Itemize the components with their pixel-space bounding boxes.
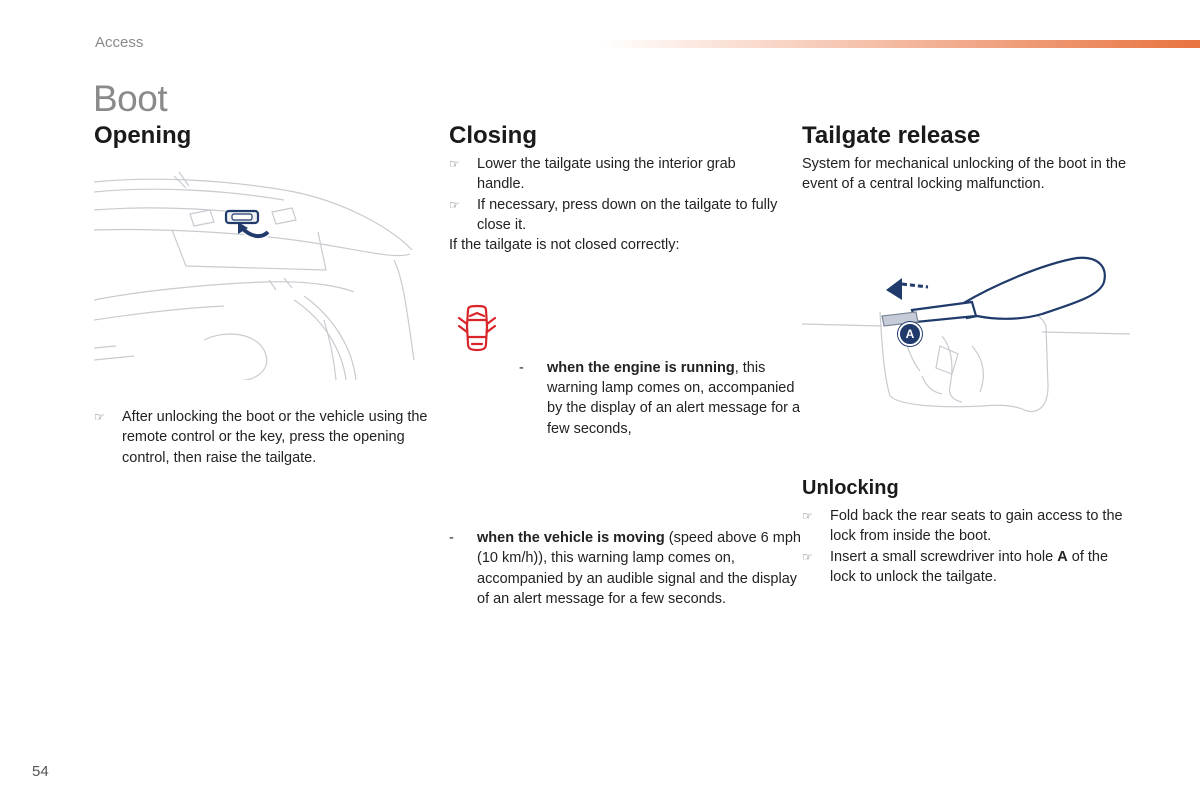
list-item: [802, 547, 1132, 588]
pointing-hand-icon: ☞: [802, 549, 813, 564]
dash-marker: -: [519, 359, 524, 376]
closing-condition: If the tailgate is not closed correctly:: [449, 237, 680, 254]
unlocking-step-1: Fold back the rear seats to gain access to the lock from inside the boot.: [830, 508, 1123, 545]
engine-running-bold: when the engine is running: [547, 359, 735, 376]
page-number: 54: [32, 763, 49, 780]
vehicle-moving-text: (speed above 6 mph (10 km/h)), this warning lamp comes on, accompanied by an audible signal and the display of an alert message for a few seconds.: [477, 530, 801, 607]
list-item: [449, 195, 779, 236]
pointing-hand-icon: ☞: [94, 410, 105, 424]
vehicle-moving-bold: when the vehicle is moving: [477, 530, 665, 547]
header-accent-bar: [600, 40, 1200, 48]
opening-heading: Opening: [94, 122, 192, 149]
closing-step-1: Lower the tailgate using the interior grab handle.: [477, 156, 736, 193]
tailgate-release-heading: Tailgate release: [802, 122, 981, 149]
list-item: [449, 154, 779, 195]
tailgate-handle-illustration: [94, 170, 416, 380]
unlocking-heading: Unlocking: [802, 477, 899, 499]
engine-running-text: , this warning lamp comes on, accompanied by the display of an alert message for a few seconds,: [547, 359, 801, 437]
hole-a-label: A: [898, 322, 922, 346]
closing-instructions: [449, 154, 779, 255]
opening-instruction-text: After unlocking the boot or the vehicle using the remote control or the key, press the opening control, then raise the tailgate.: [122, 409, 428, 466]
closing-heading: Closing: [449, 122, 537, 149]
page-title: Boot: [93, 78, 168, 119]
door-open-warning-icon: [456, 304, 498, 356]
pointing-hand-icon: ☞: [449, 157, 460, 171]
section-label: Access: [95, 34, 144, 51]
closing-step-2: If necessary, press down on the tailgate to fully close it.: [477, 196, 778, 233]
screwdriver-lock-illustration: [802, 256, 1132, 416]
pointing-hand-icon: ☞: [449, 197, 460, 212]
dash-marker: -: [449, 530, 454, 547]
pointing-hand-icon: ☞: [802, 509, 813, 523]
unlocking-step-2-start: Insert a small screwdriver into hole: [830, 548, 1058, 565]
warning-engine-running: [519, 358, 807, 439]
hole-a-reference: A: [1057, 548, 1068, 565]
opening-instruction: [94, 407, 452, 468]
unlocking-instructions: [802, 506, 1132, 587]
warning-vehicle-moving: [449, 528, 807, 609]
list-item: [802, 506, 1132, 547]
unlocking-step-2-end: of the lock to unlock the tailgate.: [830, 548, 1109, 585]
tailgate-release-intro: System for mechanical unlocking of the boot in the event of a central locking malfunction.: [802, 156, 1127, 193]
